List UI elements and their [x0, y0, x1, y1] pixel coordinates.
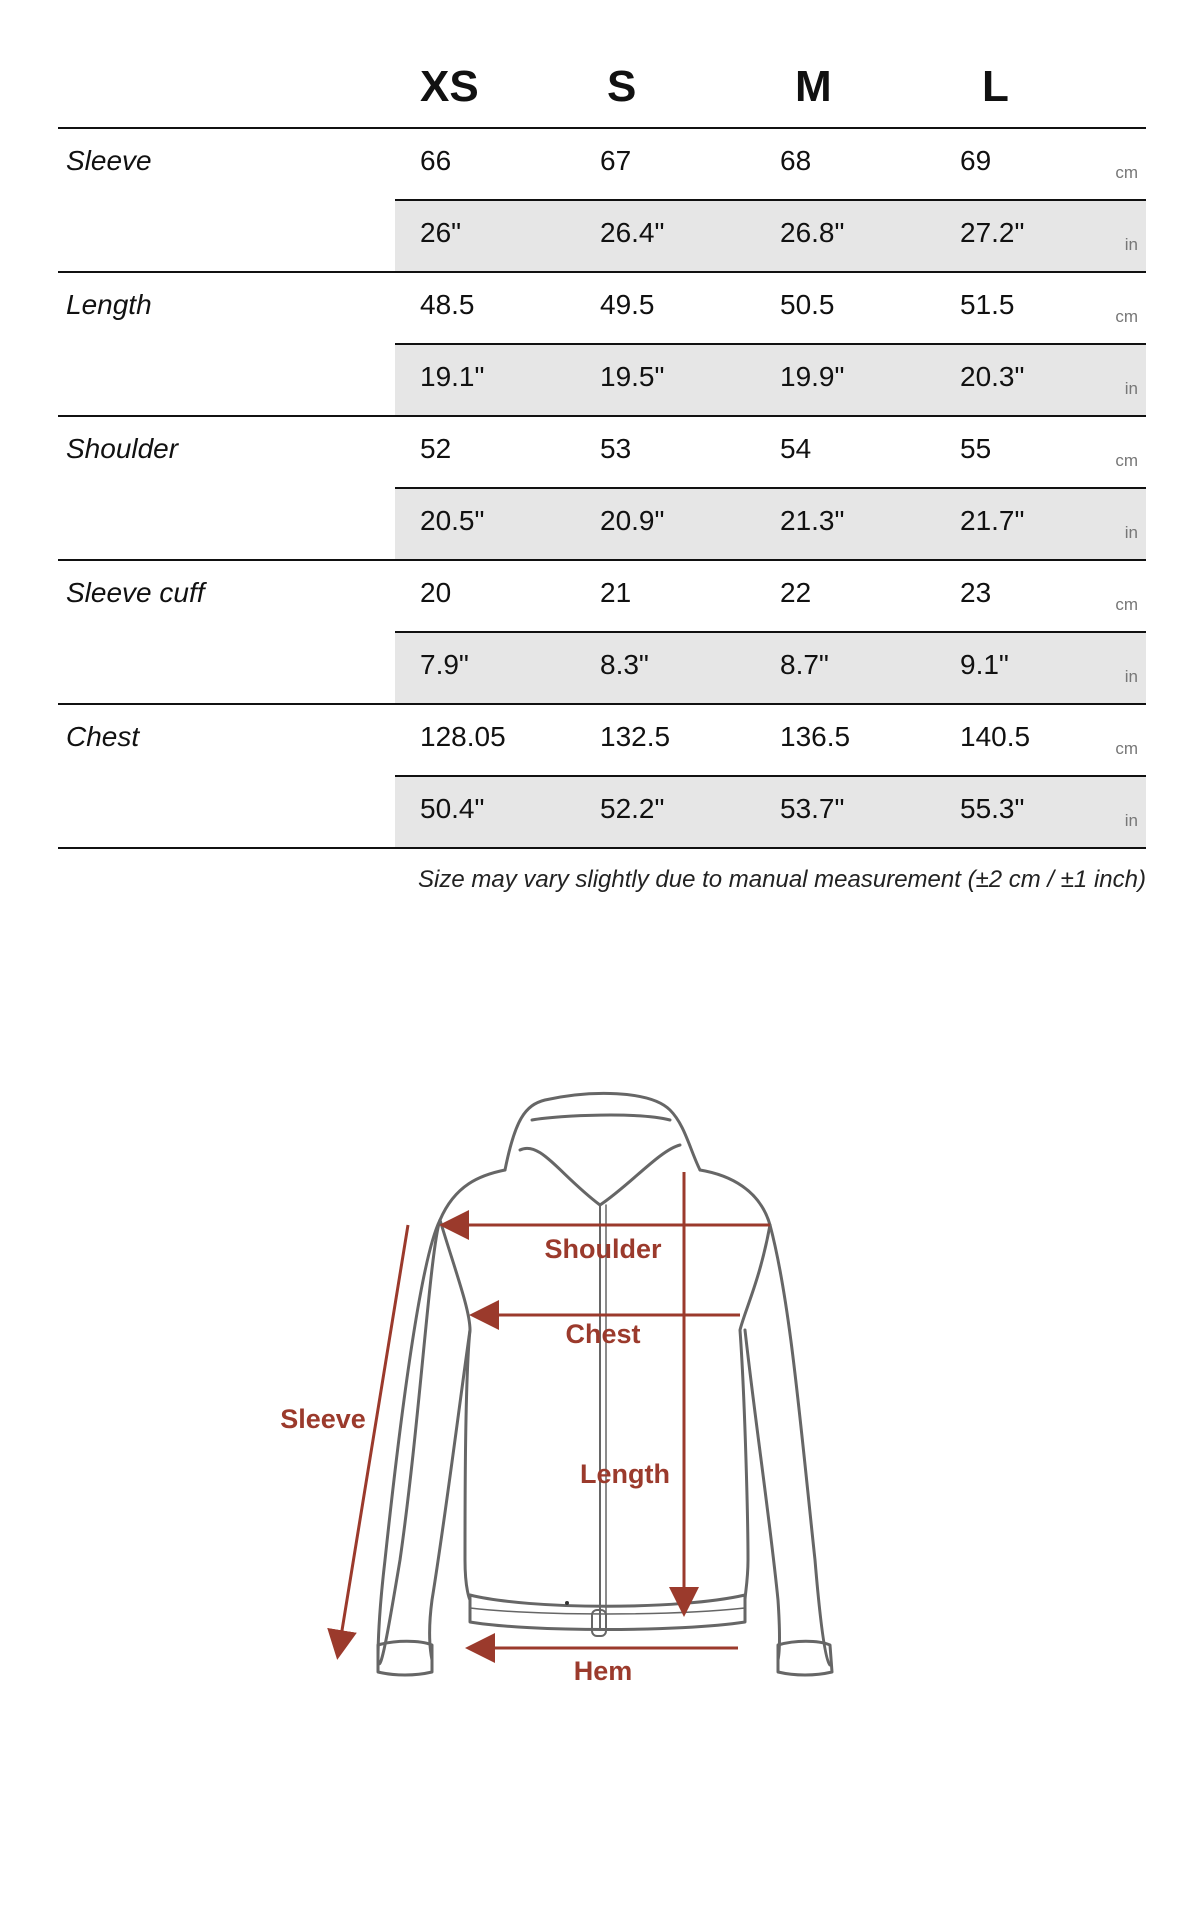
cm-value: 20 — [420, 577, 452, 608]
inch-value: 21.7" — [960, 505, 1025, 536]
inch-value: 19.5" — [600, 361, 665, 392]
cm-value: 51.5 — [960, 289, 1015, 320]
size-l: L — [982, 62, 1009, 111]
hoodie-outline — [378, 1093, 832, 1675]
measure-label: Sleeve — [66, 145, 152, 176]
cm-value: 23 — [960, 577, 992, 608]
measurement-note: Size may vary slightly due to manual measurement (±2 cm / ±1 inch) — [418, 866, 1146, 893]
unit-cm: cm — [1115, 307, 1138, 326]
cm-value: 68 — [780, 145, 812, 176]
unit-in: in — [1124, 811, 1138, 830]
unit-cm: cm — [1115, 595, 1138, 614]
chest-label: Chest — [565, 1319, 641, 1349]
inch-value: 9.1" — [960, 649, 1009, 680]
inch-value: 20.9" — [600, 505, 665, 536]
hem-label: Hem — [573, 1656, 633, 1686]
shoulder-label: Shoulder — [544, 1234, 662, 1264]
cm-value: 22 — [780, 577, 812, 608]
inch-value: 26" — [420, 217, 462, 248]
cm-value: 55 — [960, 433, 992, 464]
measure-label: Length — [66, 289, 152, 320]
inch-value: 55.3" — [960, 793, 1025, 824]
size-xs: XS — [420, 62, 479, 111]
cm-value: 67 — [600, 145, 632, 176]
cm-value: 69 — [960, 145, 992, 176]
unit-cm: cm — [1115, 163, 1138, 182]
cm-value: 21 — [600, 577, 632, 608]
unit-cm: cm — [1115, 739, 1138, 758]
cm-value: 53 — [600, 433, 632, 464]
cm-value: 50.5 — [780, 289, 835, 320]
sleeve-label: Sleeve — [280, 1404, 366, 1434]
measure-label: Shoulder — [66, 433, 179, 464]
unit-in: in — [1124, 379, 1138, 398]
length-label: Length — [580, 1459, 670, 1489]
inch-value: 26.4" — [600, 217, 665, 248]
cm-value: 132.5 — [600, 721, 671, 752]
inch-value: 20.5" — [420, 505, 485, 536]
cm-value: 136.5 — [780, 721, 851, 752]
unit-in: in — [1124, 235, 1138, 254]
inch-value: 26.8" — [780, 217, 845, 248]
cm-value: 48.5 — [420, 289, 475, 320]
cm-value: 52 — [420, 433, 452, 464]
inch-value: 21.3" — [780, 505, 845, 536]
inch-value: 19.9" — [780, 361, 845, 392]
cm-value: 128.05 — [420, 721, 506, 752]
unit-in: in — [1124, 667, 1138, 686]
inch-value: 8.7" — [780, 649, 829, 680]
unit-cm: cm — [1115, 451, 1138, 470]
unit-in: in — [1124, 523, 1138, 542]
measure-label: Chest — [66, 721, 140, 752]
inch-value: 20.3" — [960, 361, 1025, 392]
size-s: S — [607, 62, 637, 111]
cm-value: 66 — [420, 145, 452, 176]
cm-value: 54 — [780, 433, 812, 464]
inch-value: 19.1" — [420, 361, 485, 392]
size-m: M — [795, 62, 832, 111]
inch-value: 27.2" — [960, 217, 1025, 248]
inch-value: 52.2" — [600, 793, 665, 824]
cm-value: 49.5 — [600, 289, 655, 320]
inch-value: 7.9" — [420, 649, 469, 680]
inch-value: 53.7" — [780, 793, 845, 824]
inch-value: 50.4" — [420, 793, 485, 824]
measure-label: Sleeve cuff — [66, 577, 205, 608]
cm-value: 140.5 — [960, 721, 1031, 752]
inch-value: 8.3" — [600, 649, 649, 680]
